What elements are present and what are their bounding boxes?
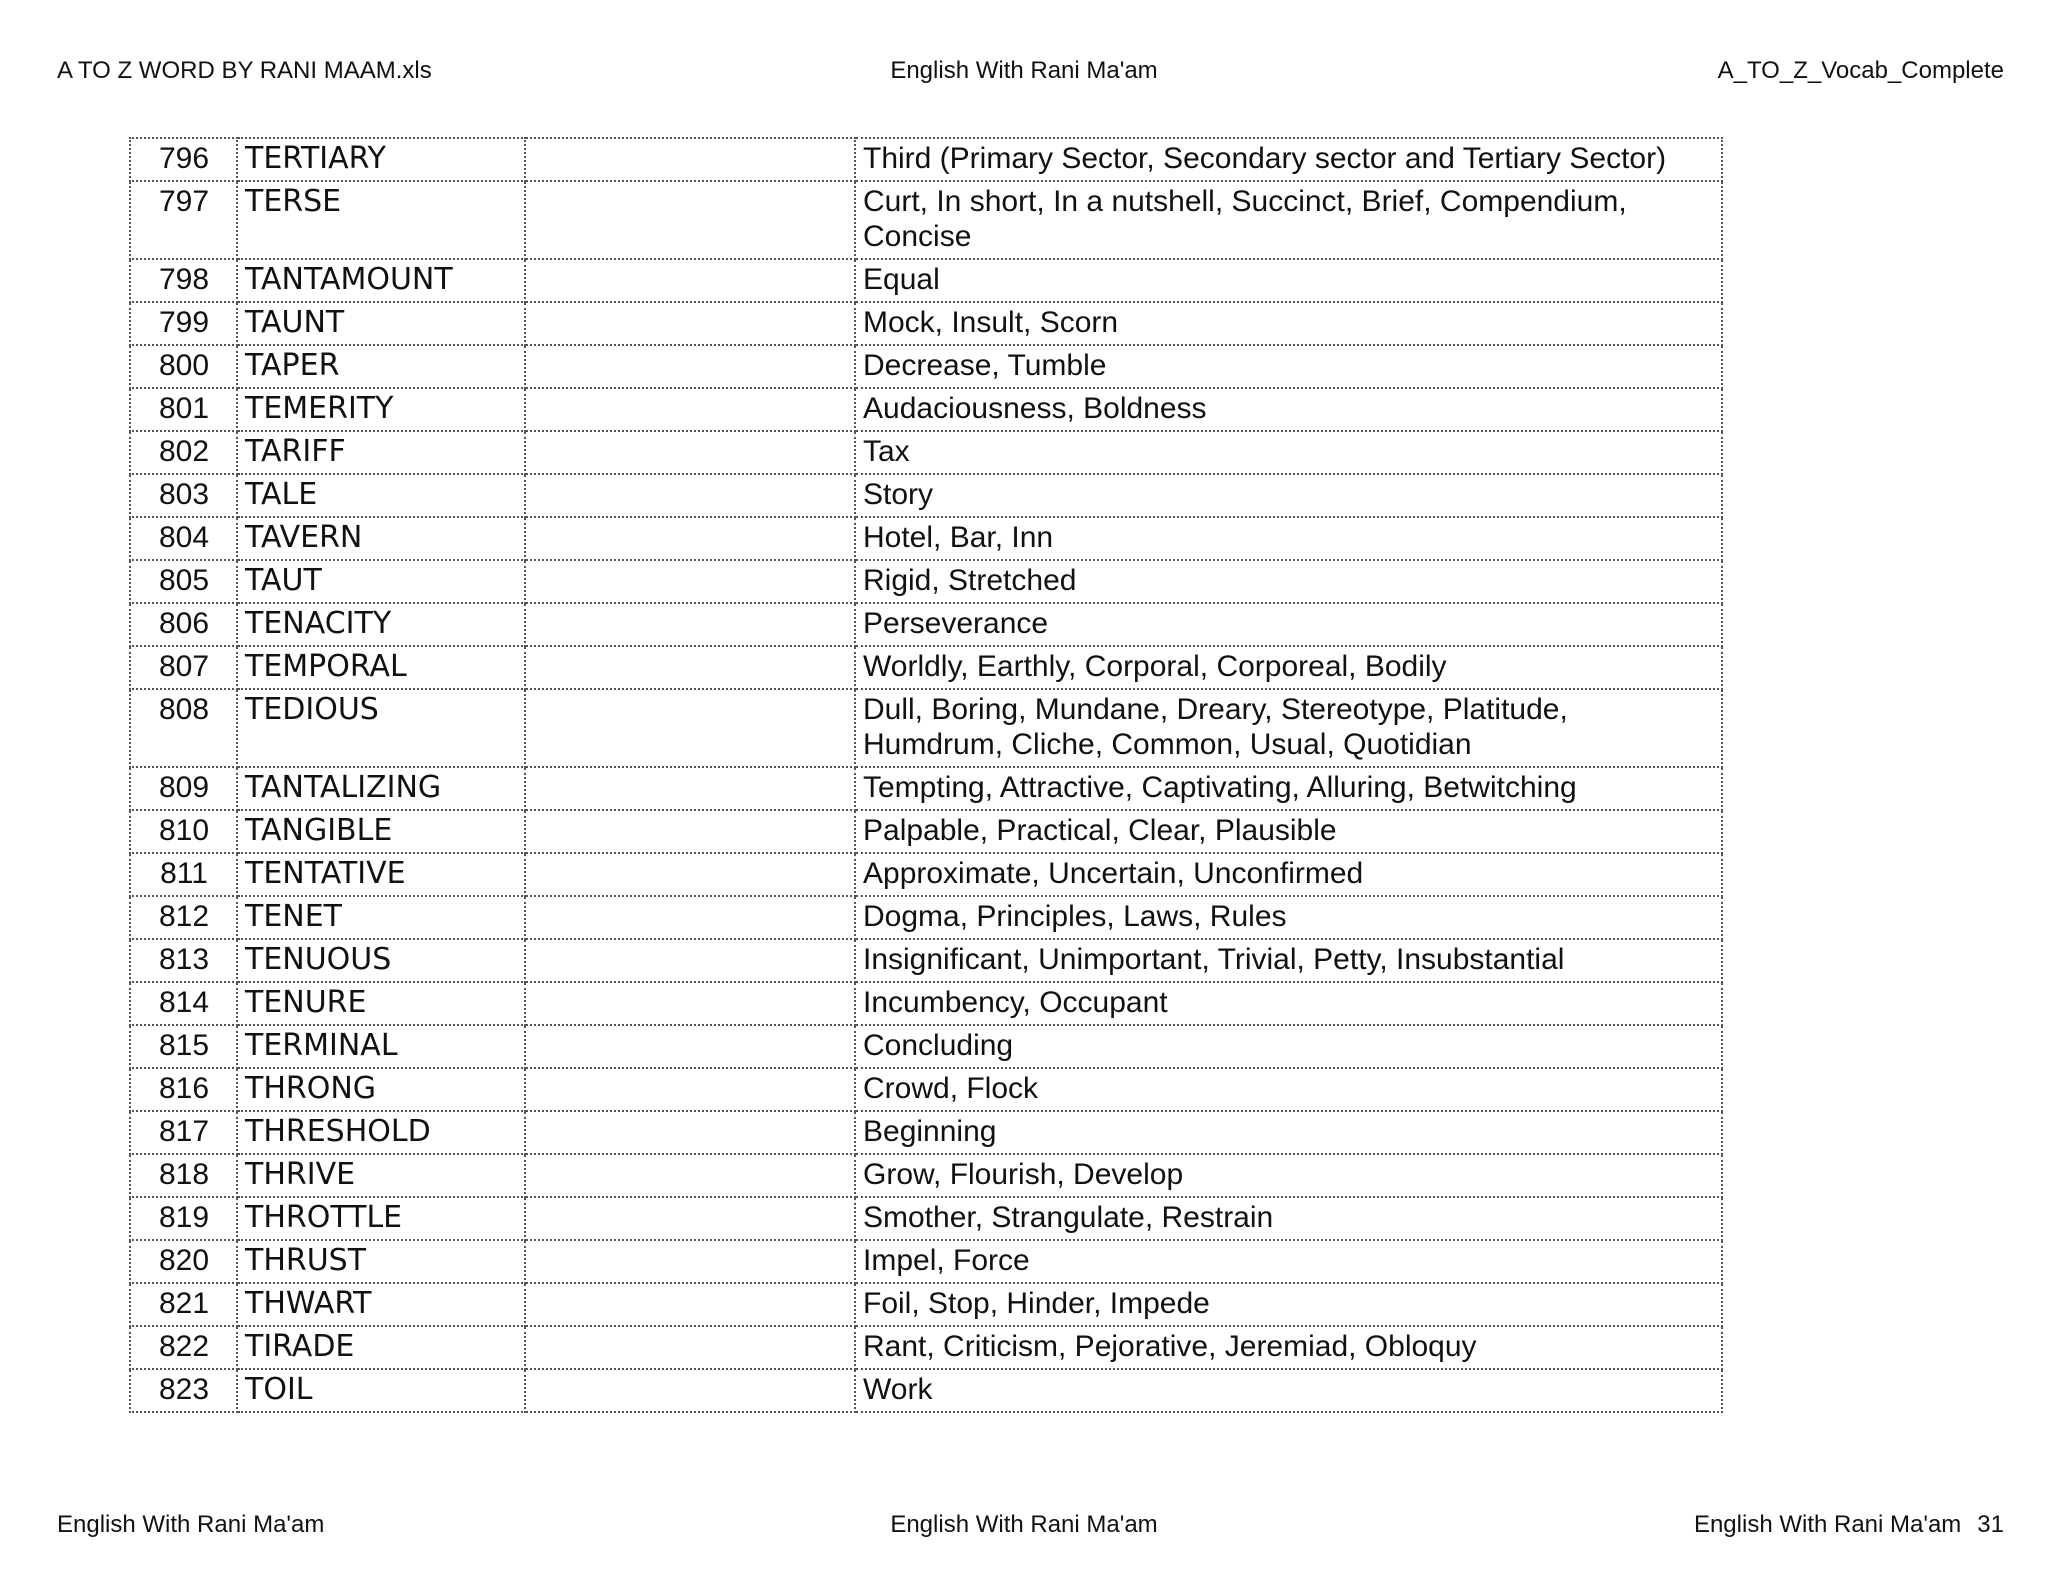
cell-blank [525, 1068, 855, 1111]
cell-number: 812 [130, 896, 237, 939]
cell-word: THWART [237, 1283, 525, 1326]
cell-blank [525, 603, 855, 646]
cell-number: 804 [130, 517, 237, 560]
cell-meaning: Dull, Boring, Mundane, Dreary, Stereotype, Platitude, Humdrum, Cliche, Common, Usual, Quotidian [855, 689, 1722, 767]
cell-blank [525, 810, 855, 853]
cell-word: TARIFF [237, 431, 525, 474]
cell-blank [525, 259, 855, 302]
cell-word: TIRADE [237, 1326, 525, 1369]
cell-number: 816 [130, 1068, 237, 1111]
cell-meaning: Work [855, 1369, 1722, 1412]
cell-blank [525, 388, 855, 431]
cell-blank [525, 517, 855, 560]
cell-meaning: Third (Primary Sector, Secondary sector and Tertiary Sector) [855, 138, 1722, 181]
cell-number: 807 [130, 646, 237, 689]
cell-word: THRUST [237, 1240, 525, 1283]
cell-word: TERTIARY [237, 138, 525, 181]
table-row [130, 138, 1722, 181]
cell-word: TAUT [237, 560, 525, 603]
cell-blank [525, 853, 855, 896]
cell-meaning: Perseverance [855, 603, 1722, 646]
cell-blank [525, 1197, 855, 1240]
cell-blank [525, 1283, 855, 1326]
cell-meaning: Rant, Criticism, Pejorative, Jeremiad, Obloquy [855, 1326, 1722, 1369]
footer-center-text: English With Rani Ma'am [890, 1511, 1158, 1538]
table-row [130, 603, 1722, 646]
cell-number: 802 [130, 431, 237, 474]
cell-word: TENUOUS [237, 939, 525, 982]
cell-meaning: Beginning [855, 1111, 1722, 1154]
cell-meaning: Dogma, Principles, Laws, Rules [855, 896, 1722, 939]
cell-blank [525, 1111, 855, 1154]
cell-number: 819 [130, 1197, 237, 1240]
table-row [130, 474, 1722, 517]
cell-number: 796 [130, 138, 237, 181]
cell-meaning: Concluding [855, 1025, 1722, 1068]
cell-meaning: Tempting, Attractive, Captivating, Alluring, Betwitching [855, 767, 1722, 810]
vocab-table [129, 137, 1723, 1413]
cell-blank [525, 1240, 855, 1283]
table-row [130, 767, 1722, 810]
cell-blank [525, 560, 855, 603]
cell-word: TEMPORAL [237, 646, 525, 689]
cell-word: TOIL [237, 1369, 525, 1412]
cell-number: 823 [130, 1369, 237, 1412]
cell-blank [525, 1326, 855, 1369]
cell-number: 800 [130, 345, 237, 388]
footer-right-text: English With Rani Ma'am [1693, 1511, 1962, 1538]
cell-word: TANTALIZING [237, 767, 525, 810]
cell-number: 822 [130, 1326, 237, 1369]
cell-blank [525, 431, 855, 474]
cell-word: TAUNT [237, 302, 525, 345]
cell-number: 814 [130, 982, 237, 1025]
table-row [130, 689, 1722, 767]
cell-blank [525, 181, 855, 259]
cell-word: THRONG [237, 1068, 525, 1111]
cell-word: TANTAMOUNT [237, 259, 525, 302]
cell-word: TENET [237, 896, 525, 939]
cell-meaning: Insignificant, Unimportant, Trivial, Petty, Insubstantial [855, 939, 1722, 982]
cell-number: 813 [130, 939, 237, 982]
cell-meaning: Incumbency, Occupant [855, 982, 1722, 1025]
cell-meaning: Mock, Insult, Scorn [855, 302, 1722, 345]
cell-number: 803 [130, 474, 237, 517]
cell-word: TENURE [237, 982, 525, 1025]
table-row [130, 1240, 1722, 1283]
cell-meaning: Equal [855, 259, 1722, 302]
table-row [130, 517, 1722, 560]
table-row [130, 1154, 1722, 1197]
table-row [130, 1111, 1722, 1154]
header-sheet-name: A_TO_Z_Vocab_Complete [1717, 57, 2004, 84]
table-row [130, 560, 1722, 603]
cell-blank [525, 646, 855, 689]
cell-number: 808 [130, 689, 237, 767]
table-row [130, 1197, 1722, 1240]
cell-meaning: Foil, Stop, Hinder, Impede [855, 1283, 1722, 1326]
cell-number: 810 [130, 810, 237, 853]
table-row [130, 982, 1722, 1025]
cell-number: 801 [130, 388, 237, 431]
cell-blank [525, 138, 855, 181]
page-number: 31 [1977, 1511, 2004, 1538]
header-filename: A TO Z WORD BY RANI MAAM.xls [57, 57, 432, 84]
cell-word: TAVERN [237, 517, 525, 560]
cell-number: 815 [130, 1025, 237, 1068]
cell-meaning: Curt, In short, In a nutshell, Succinct, Brief, Compendium, Concise [855, 181, 1722, 259]
cell-word: THRESHOLD [237, 1111, 525, 1154]
table-row [130, 345, 1722, 388]
cell-meaning: Crowd, Flock [855, 1068, 1722, 1111]
cell-blank [525, 1369, 855, 1412]
cell-blank [525, 1154, 855, 1197]
table-row [130, 259, 1722, 302]
cell-word: TEDIOUS [237, 689, 525, 767]
table-row [130, 1326, 1722, 1369]
cell-number: 811 [130, 853, 237, 896]
cell-word: THRIVE [237, 1154, 525, 1197]
table-row [130, 1369, 1722, 1412]
table-row [130, 1025, 1722, 1068]
table-row [130, 896, 1722, 939]
cell-meaning: Smother, Strangulate, Restrain [855, 1197, 1722, 1240]
table-row [130, 388, 1722, 431]
cell-word: TERMINAL [237, 1025, 525, 1068]
cell-number: 820 [130, 1240, 237, 1283]
cell-blank [525, 689, 855, 767]
cell-number: 806 [130, 603, 237, 646]
cell-number: 799 [130, 302, 237, 345]
cell-blank [525, 939, 855, 982]
footer-right [1694, 1511, 2004, 1539]
cell-meaning: Grow, Flourish, Develop [855, 1154, 1722, 1197]
header-title: English With Rani Ma'am [890, 57, 1158, 84]
cell-meaning: Tax [855, 431, 1722, 474]
cell-word: TERSE [237, 181, 525, 259]
table-row [130, 853, 1722, 896]
cell-meaning: Palpable, Practical, Clear, Plausible [855, 810, 1722, 853]
table-row [130, 181, 1722, 259]
cell-word: TEMERITY [237, 388, 525, 431]
cell-number: 818 [130, 1154, 237, 1197]
cell-meaning: Audaciousness, Boldness [855, 388, 1722, 431]
cell-word: THROTTLE [237, 1197, 525, 1240]
cell-word: TENACITY [237, 603, 525, 646]
cell-number: 817 [130, 1111, 237, 1154]
vocab-table-body [130, 138, 1722, 1412]
cell-blank [525, 982, 855, 1025]
cell-meaning: Rigid, Stretched [855, 560, 1722, 603]
table-row [130, 939, 1722, 982]
cell-blank [525, 1025, 855, 1068]
table-row [130, 431, 1722, 474]
table-row [130, 302, 1722, 345]
cell-word: TAPER [237, 345, 525, 388]
cell-blank [525, 474, 855, 517]
cell-word: TANGIBLE [237, 810, 525, 853]
footer-left-text: English With Rani Ma'am [57, 1511, 325, 1538]
cell-blank [525, 345, 855, 388]
cell-word: TENTATIVE [237, 853, 525, 896]
table-row [130, 646, 1722, 689]
table-row [130, 1283, 1722, 1326]
cell-blank [525, 302, 855, 345]
cell-word: TALE [237, 474, 525, 517]
cell-number: 821 [130, 1283, 237, 1326]
cell-blank [525, 896, 855, 939]
cell-meaning: Story [855, 474, 1722, 517]
cell-meaning: Impel, Force [855, 1240, 1722, 1283]
cell-number: 809 [130, 767, 237, 810]
cell-meaning: Worldly, Earthly, Corporal, Corporeal, Bodily [855, 646, 1722, 689]
cell-number: 805 [130, 560, 237, 603]
table-row [130, 810, 1722, 853]
cell-number: 798 [130, 259, 237, 302]
cell-meaning: Decrease, Tumble [855, 345, 1722, 388]
cell-meaning: Approximate, Uncertain, Unconfirmed [855, 853, 1722, 896]
table-row [130, 1068, 1722, 1111]
cell-number: 797 [130, 181, 237, 259]
cell-blank [525, 767, 855, 810]
cell-meaning: Hotel, Bar, Inn [855, 517, 1722, 560]
